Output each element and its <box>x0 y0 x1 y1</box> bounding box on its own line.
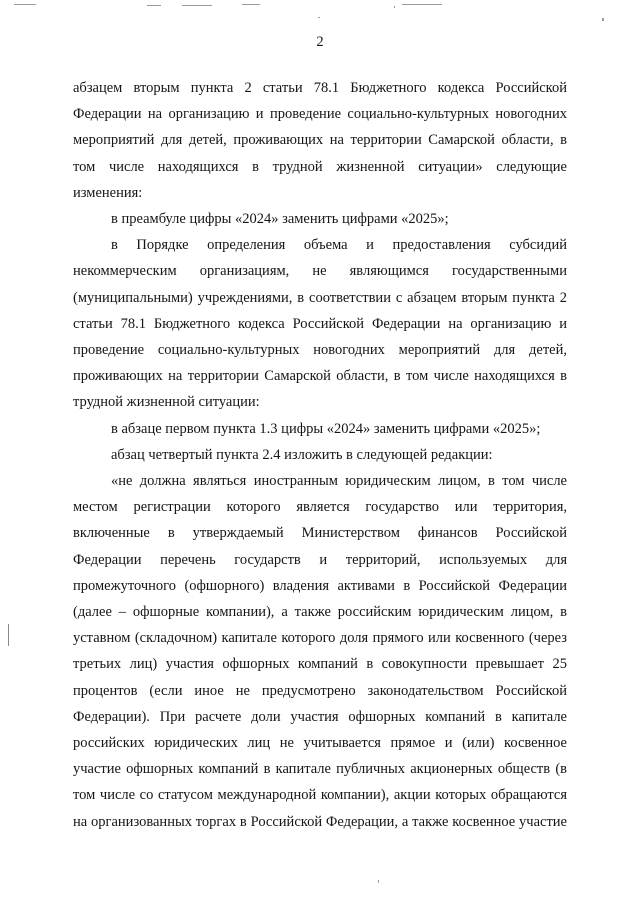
paragraph: абзацем вторым пункта 2 статьи 78.1 Бюджетного кодекса Российской Федерации на организацию и проведение социально-культурных новогодних мероприятий для детей, проживающих на территории Самарской области, в том числе находящихся в трудной жизненной ситуации» следующие изменения: <box>73 80 567 201</box>
paragraph: в абзаце первом пункта 1.3 цифры «2024» заменить цифрами «2025»; <box>111 420 541 437</box>
paragraph: в Порядке определения объема и предоставления субсидий некоммерческим организациям, не являющимся государственными (муниципальными) учреждениями, в соответствии с абзацем вторым пункта 2 статьи 78.1 Бюджетного кодекса Российской Федерации на организацию и проведение социально-культурных новогодних мероприятий для детей, проживающих на территории Самарской области, в том числе находящихся в трудной жизненной ситуации: <box>73 237 567 411</box>
margin-mark <box>8 624 9 646</box>
paragraph: «не должна являться иностранным юридическим лицом, в том числе местом регистрации которого является государство или территория, включенные в утверждаемый Министерством финансов Российской Федерации перечень государств и территорий, используемых для промежуточного (офшорного) владения активами в Российской Федерации (далее – офшорные компании), а также российским юридическим лицом, в уставном (складочном) капитале которого доля прямого или косвенного (через третьих лиц) участия офшорных компаний в совокупности превышает 25 процентов (если иное не предусмотрено законодательством Российской Федерации). При расчете доли участия офшорных компаний в капитале российских юридических лиц не учитывается прямое и (или) косвенное участие офшорных компаний в капитале публичных акционерных обществ (в том числе со статусом международной компании), акции которых обращаются на организованных торгах в Российской Федерации, а также косвенное участие <box>73 473 567 830</box>
document-body <box>73 75 567 835</box>
page-number: 2 <box>316 34 324 50</box>
paragraph: абзац четвертый пункта 2.4 изложить в следующей редакции: <box>111 446 493 463</box>
paragraph: в преамбуле цифры «2024» заменить цифрами «2025»; <box>111 211 449 228</box>
